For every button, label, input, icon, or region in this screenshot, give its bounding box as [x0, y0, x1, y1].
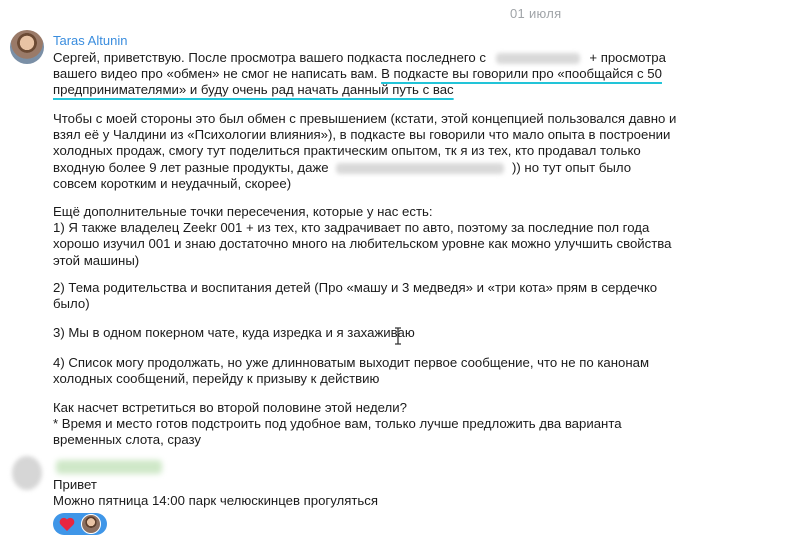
- message-text: Ещё дополнительные точки пересечения, которые у нас есть:: [53, 204, 433, 219]
- blurred-text: [336, 163, 504, 174]
- message-text: этой машины): [53, 252, 140, 268]
- message-text: 3) Мы в одном покерном чате, куда изредка и я захаживаю: [53, 325, 415, 340]
- message-text: Чтобы с моей стороны это был обмен с превышением (кстати, этой концепцией пользовался давно и: [53, 111, 677, 126]
- message-text: Привет: [53, 477, 97, 492]
- message-paragraph: [53, 325, 688, 341]
- message-text: 1) Я также владелец Zeekr 001 + из тех, кто задрачивает по авто, поэтому за последние пол года: [53, 220, 650, 236]
- message-text: 4) Список могу продолжать, но уже длинноватым выходит первое сообщение, что не по канонам: [53, 355, 650, 370]
- message-line: [53, 66, 688, 82]
- date-separator: 01 июля: [510, 6, 562, 21]
- message-paragraph: [53, 280, 688, 312]
- message-text: * Время и место готов подстроить под удобное вам, только лучше предложить два варианта: [53, 416, 622, 432]
- message-text: холодных продаж, смогу тут поделиться практическим опытом, тк я из тех, кто продавал только: [53, 143, 641, 159]
- message-paragraph: [53, 355, 688, 387]
- message-line: [53, 82, 688, 98]
- message-paragraph: [53, 477, 688, 509]
- message-text: 2) Тема родительства и воспитания детей (Про «машу и 3 медведя» и «три кота» прям в сердечко: [53, 280, 658, 295]
- reaction-pill[interactable]: [53, 513, 107, 535]
- message-text: взял её у Чалдини из «Психологии влияния»), в подкасте вы говорили что мало опыта в построении: [53, 127, 671, 143]
- message-author-blurred[interactable]: [56, 460, 162, 474]
- message-line: [53, 50, 688, 66]
- message-text: входную более 9 лет разные продукты, даже: [53, 159, 329, 175]
- avatar[interactable]: [12, 456, 42, 490]
- message-line: [53, 160, 688, 176]
- message-paragraph: [53, 400, 688, 449]
- message-text: Как насчет встретиться во второй половине этой недели?: [53, 400, 407, 415]
- message-paragraph: [53, 111, 688, 192]
- blurred-name: [496, 53, 580, 64]
- message-text: Сергей, приветствую. После просмотра вашего подкаста последнего с: [53, 50, 486, 65]
- message-text: холодных сообщений, перейду к призыву к действию: [53, 371, 380, 387]
- message-text: вашего видео про «обмен» не смог не написать вам.: [53, 66, 378, 82]
- avatar[interactable]: [10, 30, 44, 64]
- heart-icon: [57, 514, 77, 534]
- message-text: + просмотра: [589, 50, 666, 65]
- message-text: Можно пятница 14:00 парк челюскинцев прогуляться: [53, 493, 379, 509]
- message-author[interactable]: Taras Altunin: [53, 33, 128, 48]
- message-paragraph: [53, 50, 688, 99]
- message-paragraph: [53, 204, 688, 269]
- text-cursor-icon: [394, 327, 402, 345]
- message-text: было): [53, 296, 90, 312]
- message-text: )) но тут опыт было: [511, 159, 632, 175]
- message-text: совсем коротким и неудачный, скорее): [53, 175, 292, 191]
- highlighted-text: предпринимателями» и буду очень рад начать данный путь с вас: [53, 82, 454, 98]
- message-text: временных слота, сразу: [53, 432, 202, 448]
- highlighted-text: В подкасте вы говорили про «пообщайся с 50: [381, 66, 662, 82]
- message-text: хорошо изучил 001 и знаю достаточно много на любительском уровне как можно улучшить свойства: [53, 236, 672, 252]
- reactor-avatar: [81, 514, 101, 534]
